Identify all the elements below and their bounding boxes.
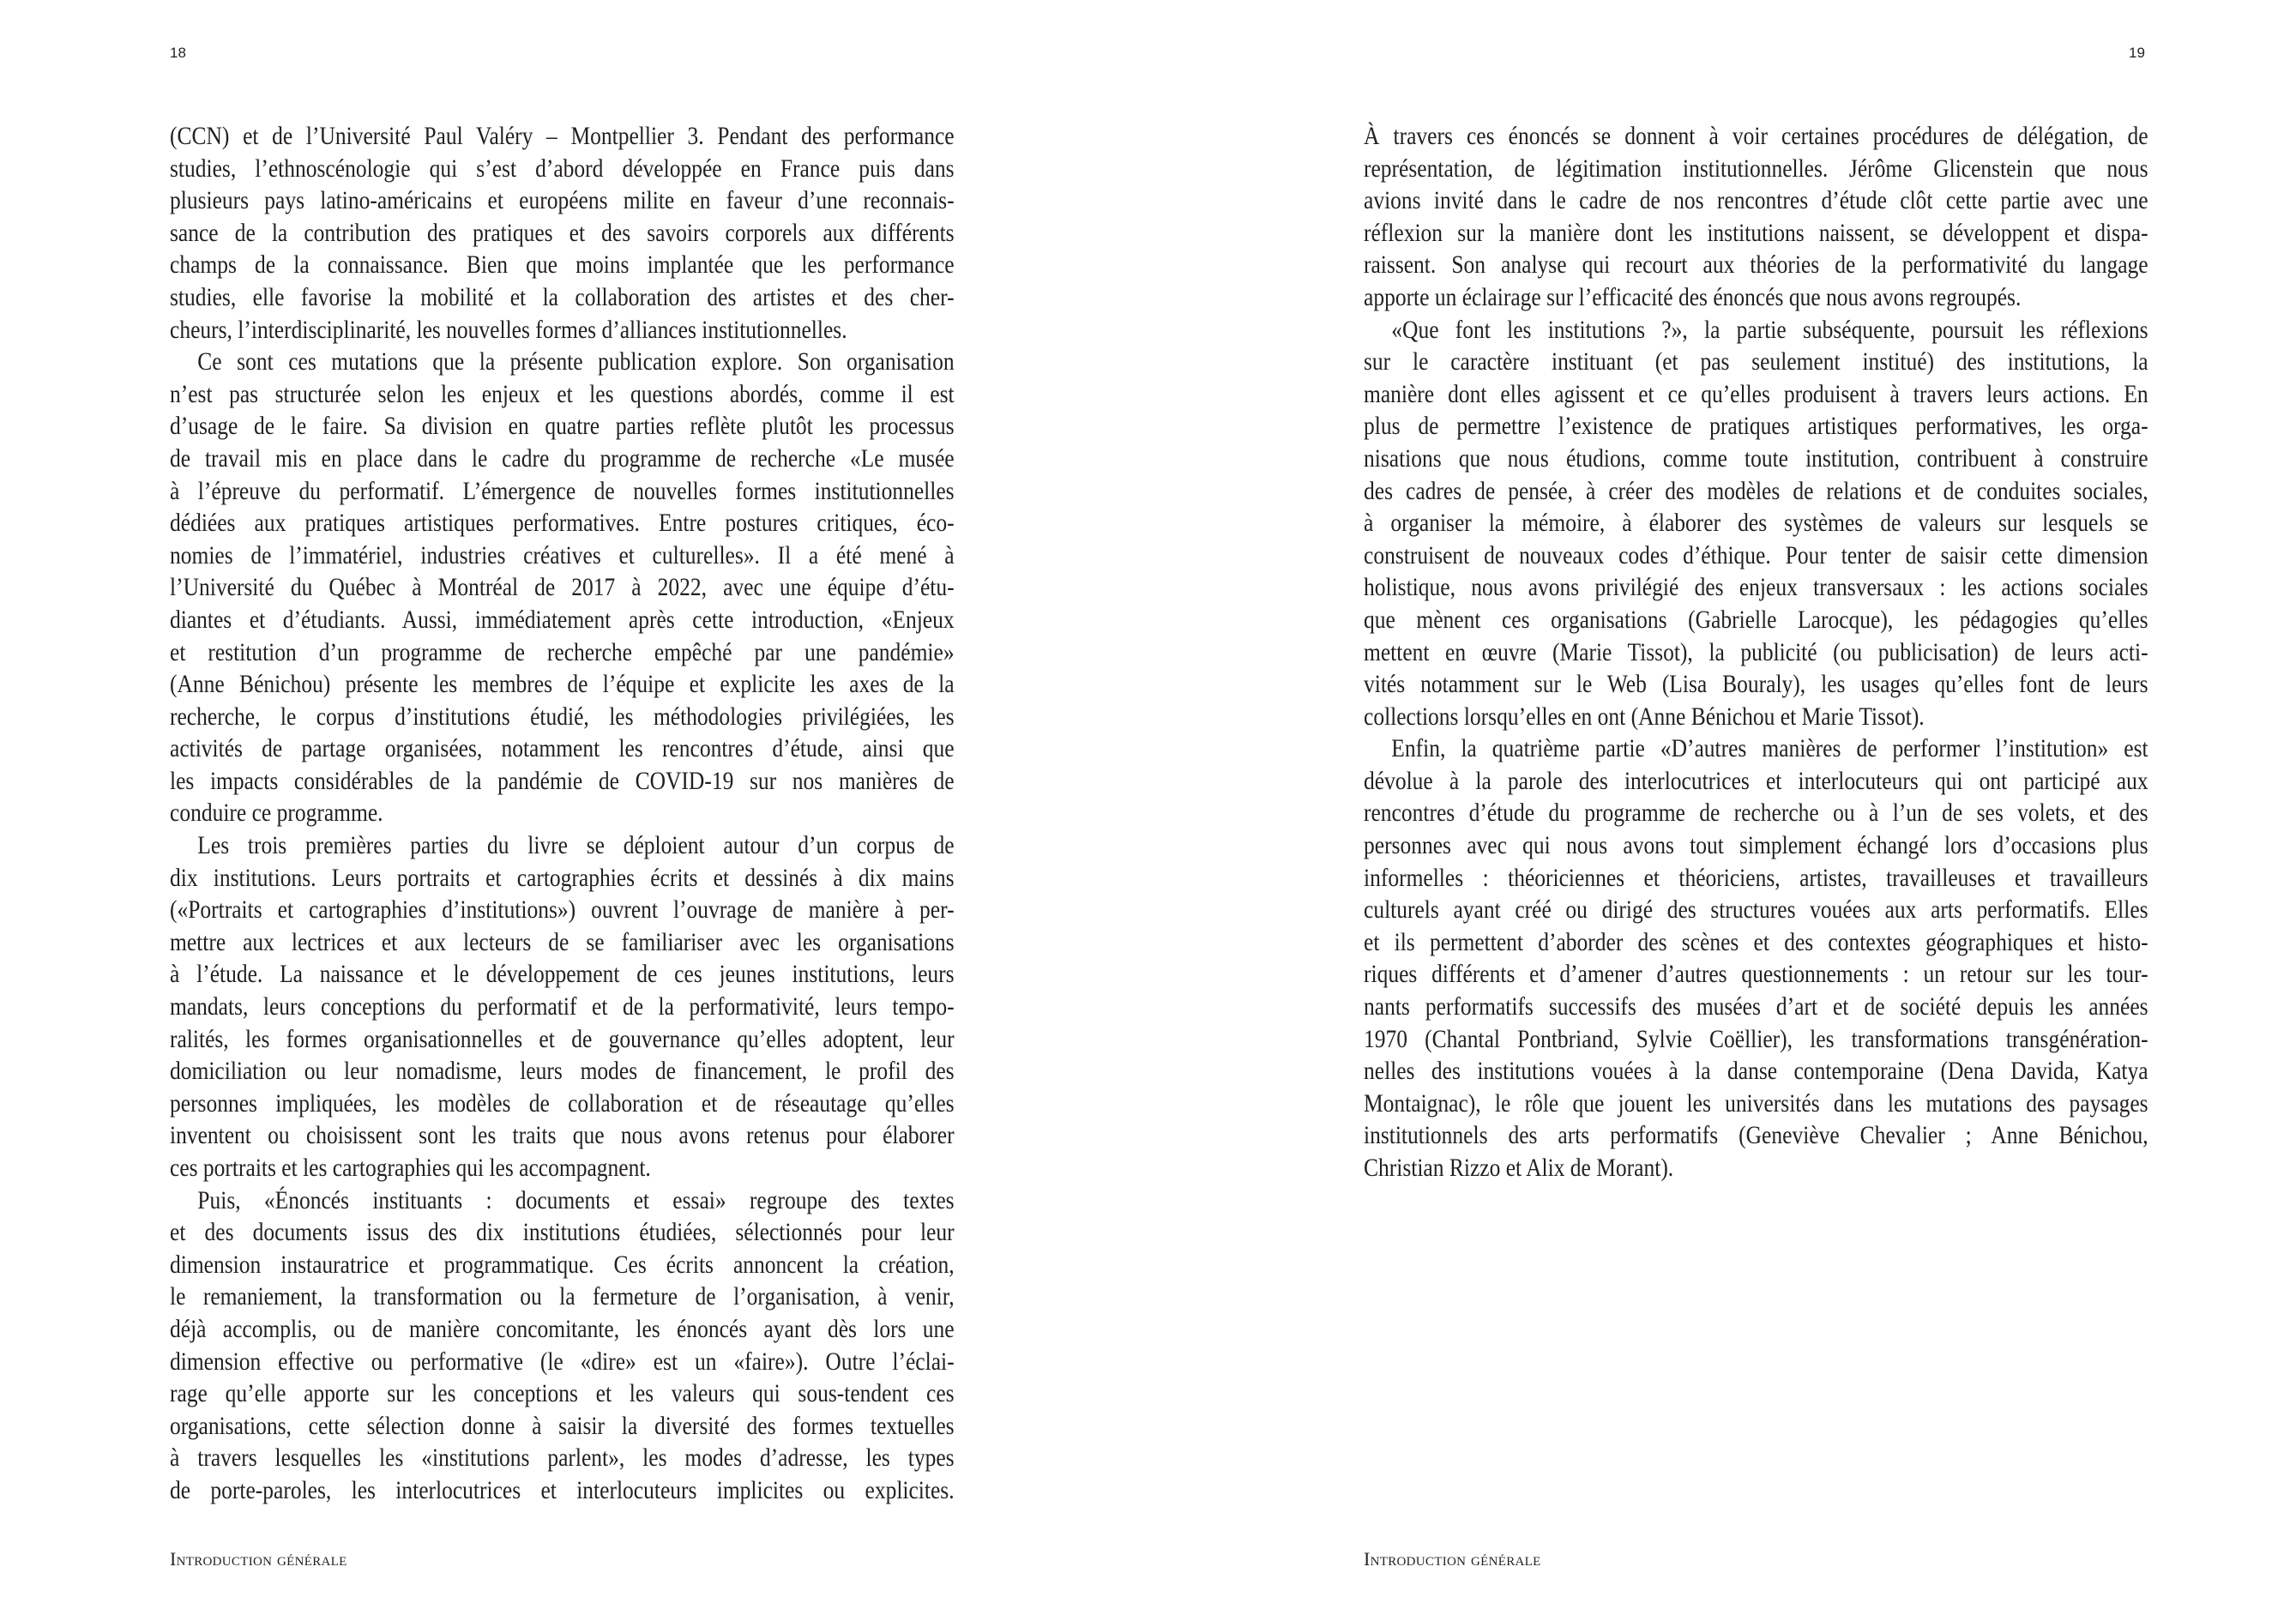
text-line: nisations que nous étudions, comme toute institution, contribuent à construire <box>1364 443 2148 473</box>
text-line: holistique, nous avons privilégié des enjeux transversaux : les actions sociales <box>1364 573 2148 602</box>
paragraph <box>170 120 955 346</box>
text-line: à l’épreuve du performatif. L’émergence de nouvelles formes institutionnelles <box>170 476 955 505</box>
text-line: apporte un éclairage sur l’efficacité des énoncés que nous avons regroupés. <box>1364 282 2022 311</box>
text-line: vités notamment sur le Web (Lisa Bouraly), les usages qu’elles font de leurs <box>1364 670 2148 699</box>
text-line: 1970 (Chantal Pontbriand, Sylvie Coëllier), les transformations transgénération- <box>1364 1024 2148 1053</box>
text-line: culturels ayant créé ou dirigé des structures vouées aux arts performatifs. Elles <box>1364 895 2148 925</box>
paragraph <box>170 346 955 829</box>
text-line: Montaignac), le rôle que jouent les universités dans les mutations des paysages <box>1364 1088 2148 1118</box>
paragraph <box>1364 120 2148 314</box>
text-line: riques différents et d’amener d’autres questionnements : un retour sur les tour- <box>1364 960 2148 989</box>
text-line: organisations, cette sélection donne à saisir la diversité des formes textuelles <box>170 1411 955 1440</box>
text-line: À travers ces énoncés se donnent à voir certaines procédures de délégation, de <box>1364 122 2148 150</box>
text-line: le remaniement, la transformation ou la fermeture de l’organisation, à venir, <box>170 1282 955 1311</box>
text-line: à l’étude. La naissance et le développement de ces jeunes institutions, leurs <box>170 960 955 989</box>
text-line: rencontres d’étude du programme de recherche ou à l’un de ses volets, et des <box>1364 798 2148 828</box>
text-line: activités de partage organisées, notamment les rencontres d’étude, ainsi que <box>170 734 955 763</box>
text-line: personnes avec qui nous avons tout simplement échangé lors d’occasions plus <box>1364 831 2148 860</box>
text-line: personnes impliquées, les modèles de collaboration et de réseautage qu’elles <box>170 1088 955 1118</box>
text-line: de travail mis en place dans le cadre du programme de recherche «Le musée <box>170 443 955 473</box>
text-line: champs de la connaissance. Bien que moins implantée que les performance <box>170 250 955 280</box>
text-line: ces portraits et les cartographies qui les accompagnent. <box>170 1154 651 1182</box>
text-line: (CCN) et de l’Université Paul Valéry – Montpellier 3. Pendant des performance <box>170 122 955 150</box>
text-line: studies, l’ethnoscénologie qui s’est d’abord développée en France puis dans <box>170 154 955 183</box>
text-line: collections lorsqu’elles en ont (Anne Bénichou et Marie Tissot). <box>1364 702 1925 731</box>
text-line: et restitution d’un programme de recherche empêché par une pandémie» <box>170 637 955 666</box>
text-line: ralités, les formes organisationnelles et de gouvernance qu’elles adoptent, leur <box>170 1024 955 1053</box>
text-line: plusieurs pays latino-américains et européens milite en faveur d’une reconnais- <box>170 186 955 215</box>
page-number-left: 18 <box>170 45 186 61</box>
text-line: institutionnels des arts performatifs (Geneviève Chevalier ; Anne Bénichou, <box>1364 1121 2148 1150</box>
text-line: sance de la contribution des pratiques et des savoirs corporels aux différents <box>170 218 955 247</box>
text-line: que mènent ces organisations (Gabrielle Larocque), les pédagogies qu’elles <box>1364 605 2148 634</box>
text-line: nomies de l’immatériel, industries créatives et culturelles». Il a été mené à <box>170 540 955 569</box>
text-line: («Portraits et cartographies d’institutions») ouvrent l’ouvrage de manière à per- <box>170 895 955 925</box>
text-line: Les trois premières parties du livre se déploient autour d’un corpus de <box>197 831 955 860</box>
text-line: d’usage de le faire. Sa division en quatre parties reflète plutôt les processus <box>170 412 955 441</box>
text-line: diantes et d’étudiants. Aussi, immédiatement après cette introduction, «Enjeux <box>170 605 955 634</box>
text-line: conduire ce programme. <box>170 798 383 828</box>
paragraph <box>170 829 955 1184</box>
left-page-text-column <box>170 120 955 1507</box>
text-line: mettre aux lectrices et aux lecteurs de se familiariser avec les organisations <box>170 927 955 956</box>
text-line: informelles : théoriciennes et théoriciens, artistes, travailleuses et travailleurs <box>1364 863 2148 892</box>
text-line: nants performatifs successifs des musées d’art et de société depuis les années <box>1364 992 2148 1021</box>
text-line: Ce sont ces mutations que la présente publication explore. Son organisation <box>197 347 955 377</box>
running-footer-left: Introduction générale <box>170 1548 347 1570</box>
running-footer-right: Introduction générale <box>1364 1548 1541 1570</box>
text-line: représentation, de légitimation institutionnelles. Jérôme Glicenstein que nous <box>1364 154 2148 183</box>
text-line: de porte-paroles, les interlocutrices et interlocuteurs implicites ou explicites. <box>170 1475 955 1504</box>
text-line: domiciliation ou leur nomadisme, leurs modes de financement, le profil des <box>170 1057 955 1086</box>
paragraph <box>170 1184 955 1507</box>
text-line: raissent. Son analyse qui recourt aux théories de la performativité du langage <box>1364 250 2148 280</box>
text-line: dimension instauratrice et programmatique. Ces écrits annoncent la création, <box>170 1250 955 1279</box>
text-line: à organiser la mémoire, à élaborer des systèmes de valeurs sur lesquels se <box>1364 509 2148 538</box>
text-line: Christian Rizzo et Alix de Morant). <box>1364 1154 1674 1182</box>
text-line: mandats, leurs conceptions du performatif et de la performativité, leurs tempo- <box>170 992 955 1021</box>
text-line: dédiées aux pratiques artistiques performatives. Entre postures critiques, éco- <box>170 509 955 538</box>
text-line: plus de permettre l’existence de pratiques artistiques performatives, les orga- <box>1364 412 2148 441</box>
paragraph <box>1364 732 2148 1184</box>
text-line: Puis, «Énoncés instituants : documents et essai» regroupe des textes <box>197 1185 955 1214</box>
text-line: construisent de nouveaux codes d’éthique. Pour tenter de saisir cette dimension <box>1364 540 2148 569</box>
text-line: l’Université du Québec à Montréal de 2017 à 2022, avec une équipe d’étu- <box>170 573 955 602</box>
text-line: dimension effective ou performative (le «dire» est un «faire»). Outre l’éclai- <box>170 1347 955 1376</box>
text-line: les impacts considérables de la pandémie de COVID-19 sur nos manières de <box>170 766 955 795</box>
text-line: Enfin, la quatrième partie «D’autres manières de performer l’institution» est <box>1391 734 2148 763</box>
text-line: mettent en œuvre (Marie Tissot), la publicité (ou publicisation) de leurs acti- <box>1364 637 2148 666</box>
text-line: studies, elle favorise la mobilité et la collaboration des artistes et des cher- <box>170 282 955 311</box>
text-line: dix institutions. Leurs portraits et cartographies écrits et dessinés à dix mains <box>170 863 955 892</box>
text-line: et ils permettent d’aborder des scènes et des contextes géographiques et histo- <box>1364 927 2148 956</box>
right-page-text-column <box>1364 120 2148 1184</box>
text-line: déjà accomplis, ou de manière concomitante, les énoncés ayant dès lors une <box>170 1314 955 1343</box>
text-line: réflexion sur la manière dont les institutions naissent, se développent et dispa- <box>1364 218 2148 247</box>
text-line: et des documents issus des dix institutions étudiées, sélectionnés pour leur <box>170 1218 955 1247</box>
text-line: manière dont elles agissent et ce qu’elles produisent à travers leurs actions. En <box>1364 379 2148 408</box>
text-line: recherche, le corpus d’institutions étudié, les méthodologies privilégiées, les <box>170 702 955 731</box>
page-number-right: 19 <box>2129 45 2145 61</box>
text-line: inventent ou choisissent sont les traits que nous avons retenus pour élaborer <box>170 1121 955 1150</box>
text-line: «Que font les institutions ?», la partie subséquente, poursuit les réflexions <box>1391 315 2148 344</box>
text-line: (Anne Bénichou) présente les membres de l’équipe et explicite les axes de la <box>170 670 955 699</box>
text-line: sur le caractère instituant (et pas seulement institué) des institutions, la <box>1364 347 2148 377</box>
text-line: cheurs, l’interdisciplinarité, les nouvelles formes d’alliances institutionnelles. <box>170 315 847 344</box>
text-line: nelles des institutions vouées à la danse contemporaine (Dena Davida, Katya <box>1364 1057 2148 1086</box>
text-line: n’est pas structurée selon les enjeux et les questions abordés, comme il est <box>170 379 955 408</box>
text-line: avions invité dans le cadre de nos rencontres d’étude clôt cette partie avec une <box>1364 186 2148 215</box>
text-line: des cadres de pensée, à créer des modèles de relations et de conduites sociales, <box>1364 476 2148 505</box>
text-line: à travers lesquelles les «institutions parlent», les modes d’adresse, les types <box>170 1443 955 1473</box>
paragraph <box>1364 314 2148 733</box>
text-line: dévolue à la parole des interlocutrices et interlocuteurs qui ont participé aux <box>1364 766 2148 795</box>
text-line: rage qu’elle apporte sur les conceptions et les valeurs qui sous-tendent ces <box>170 1379 955 1408</box>
